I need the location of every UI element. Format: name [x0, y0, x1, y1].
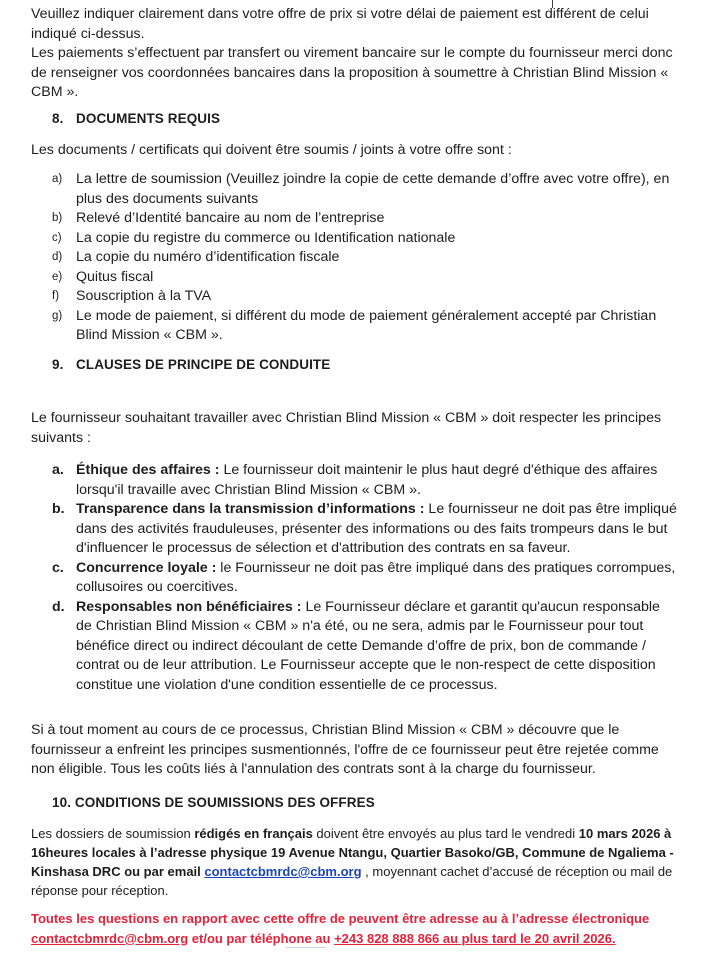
submission-deadline-address: 10 mars 2026 à 16heures locales à l’adresse physique 19 Avenue Ntangu, Quartier Basoko/GB, Commune de Ngaliema - Kinshasa DRC ou par email: [31, 826, 674, 879]
principle-item: [52, 500, 679, 559]
section-number: 8.: [52, 111, 64, 126]
item-marker: e): [52, 270, 63, 283]
item-marker: d): [52, 251, 63, 263]
conduct-lead: Le fournisseur souhaitant travailler avec Christian Blind Mission « CBM » doit respecter les principes suivants :: [31, 410, 662, 446]
stamp-edge: [286, 947, 326, 951]
documents-list: [52, 170, 679, 346]
item-marker: b): [52, 212, 63, 224]
principle-text: le Fournisseur ne doit pas être impliqué dans des pratiques corrompues, collusoires ou coercitives.: [76, 559, 676, 595]
item-text: La lettre de soumission (Veuillez joindre la copie de cette demande d’offre avec votre offre), en plus des documents suivants: [76, 171, 670, 207]
principle-term: Responsables non bénéficiaires :: [76, 598, 302, 615]
principle-term: Éthique des affaires :: [76, 462, 220, 478]
item-marker: b.: [52, 501, 65, 517]
principle-text: Le Fournisseur déclare et garantit qu'aucun responsable de Christian Blind Mission « CBM » n'a été, ou ne sera, admis par le Fournisseur pour tout bénéfice direct ou indirect découlant de cette Demande d’offre de prix, bon de commande / contrat ou de leur attribution. Le Fournisseur accepte que le non-respect de cette disposition constitue une violation d'une condition essentielle de ce processus.: [76, 598, 660, 693]
section-8-heading: [52, 111, 220, 126]
document-item: [52, 287, 679, 307]
principle-text: Le fournisseur doit maintenir le plus haut degré d'éthique des affaires lorsqu'il travaille avec Christian Blind Mission « CBM ».: [76, 462, 658, 498]
principle-item: [52, 598, 679, 696]
notice-phone-deadline: +243 828 888 866 au plus tard le 20 avril 2026.: [334, 930, 616, 946]
item-marker: d.: [52, 598, 65, 615]
item-marker: g): [52, 309, 63, 322]
documents-lead: Les documents / certificats qui doivent être soumis / joints à votre offre sont :: [31, 142, 512, 158]
principle-item: [52, 461, 679, 500]
section-title: CLAUSES DE PRINCIPE DE CONDUITE: [76, 357, 331, 372]
conduct-closing: Si à tout moment au cours de ce processus, Christian Blind Mission « CBM » découvre que le fournisseur a enfreint les principes susmentionnés, l'offre de ce fournisseur peut être rejetée comme non éligible. Tous les coûts liés à l'annulation des contrats sont à la charge du fournisseur.: [31, 722, 659, 777]
bank-transfer-paragraph: Les paiements s’effectuent par transfert ou virement bancaire sur le compte du fournisseur merci donc de renseigner vos coordonnées bancaires dans la proposition à soumettre à Christian Blind Mission « CBM ».: [31, 45, 673, 100]
item-marker: c.: [52, 559, 64, 576]
notice-email-link[interactable]: contactcbmrdc@cbm.org: [31, 930, 189, 946]
contact-email-link[interactable]: contactcbmrdc@cbm.org: [204, 864, 362, 879]
principle-term: Transparence dans la transmission d’informations :: [76, 501, 425, 517]
item-text: Quitus fiscal: [76, 268, 154, 285]
document-item: [52, 209, 679, 229]
submission-text: , moyennant cachet d’accusé de réception ou mail de réponse pour réception.: [31, 864, 673, 898]
section-10-heading: 10. CONDITIONS DE SOUMISSIONS DES OFFRES: [52, 795, 375, 810]
notice-text: Toutes les questions en rapport avec cette offre de peuvent être adresse au à l’adresse électronique: [31, 911, 650, 926]
item-marker: a.: [52, 462, 64, 478]
principle-text: Le fournisseur ne doit pas être impliqué dans des activités frauduleuses, présenter des informations ou des faits trompeurs dans le but d'influencer le processus de sélection et d'attribution des contrats en sa faveur.: [76, 501, 677, 556]
section-title: DOCUMENTS REQUIS: [76, 111, 221, 126]
submission-text: Les dossiers de soumission: [31, 826, 195, 841]
item-text: Le mode de paiement, si différent du mode de paiement généralement accepté par Christian Blind Mission « CBM ».: [76, 307, 657, 343]
notice-text: et/ou par téléphone au: [188, 930, 335, 946]
document-item: [52, 268, 679, 288]
payment-delay-paragraph: Veuillez indiquer clairement dans votre offre de prix si votre délai de paiement est différent de celui indiqué ci-dessus.: [31, 6, 649, 42]
document-item: [52, 170, 679, 209]
submission-paragraph: [31, 824, 679, 900]
item-marker: a): [52, 173, 63, 185]
principle-item: [52, 559, 679, 598]
principles-list: [52, 461, 679, 695]
submission-text: doivent être envoyés au plus tard le vendredi: [312, 826, 579, 841]
section-9-heading: [52, 357, 330, 372]
document-item: [52, 248, 679, 268]
section-number: 9.: [52, 357, 64, 372]
principle-term: Concurrence loyale :: [76, 559, 217, 576]
document-item: [52, 307, 679, 346]
submission-language: rédigés en français: [194, 826, 313, 841]
item-text: La copie du registre du commerce ou Identification nationale: [76, 229, 456, 246]
document-item: [52, 229, 679, 249]
item-text: Souscription à la TVA: [76, 288, 212, 304]
questions-notice: [31, 909, 679, 948]
item-marker: f): [52, 290, 60, 302]
item-marker: c): [52, 231, 62, 244]
item-text: Relevé d’Identité bancaire au nom de l’entreprise: [76, 210, 385, 226]
item-text: La copie du numéro d’identification fiscale: [76, 249, 340, 265]
